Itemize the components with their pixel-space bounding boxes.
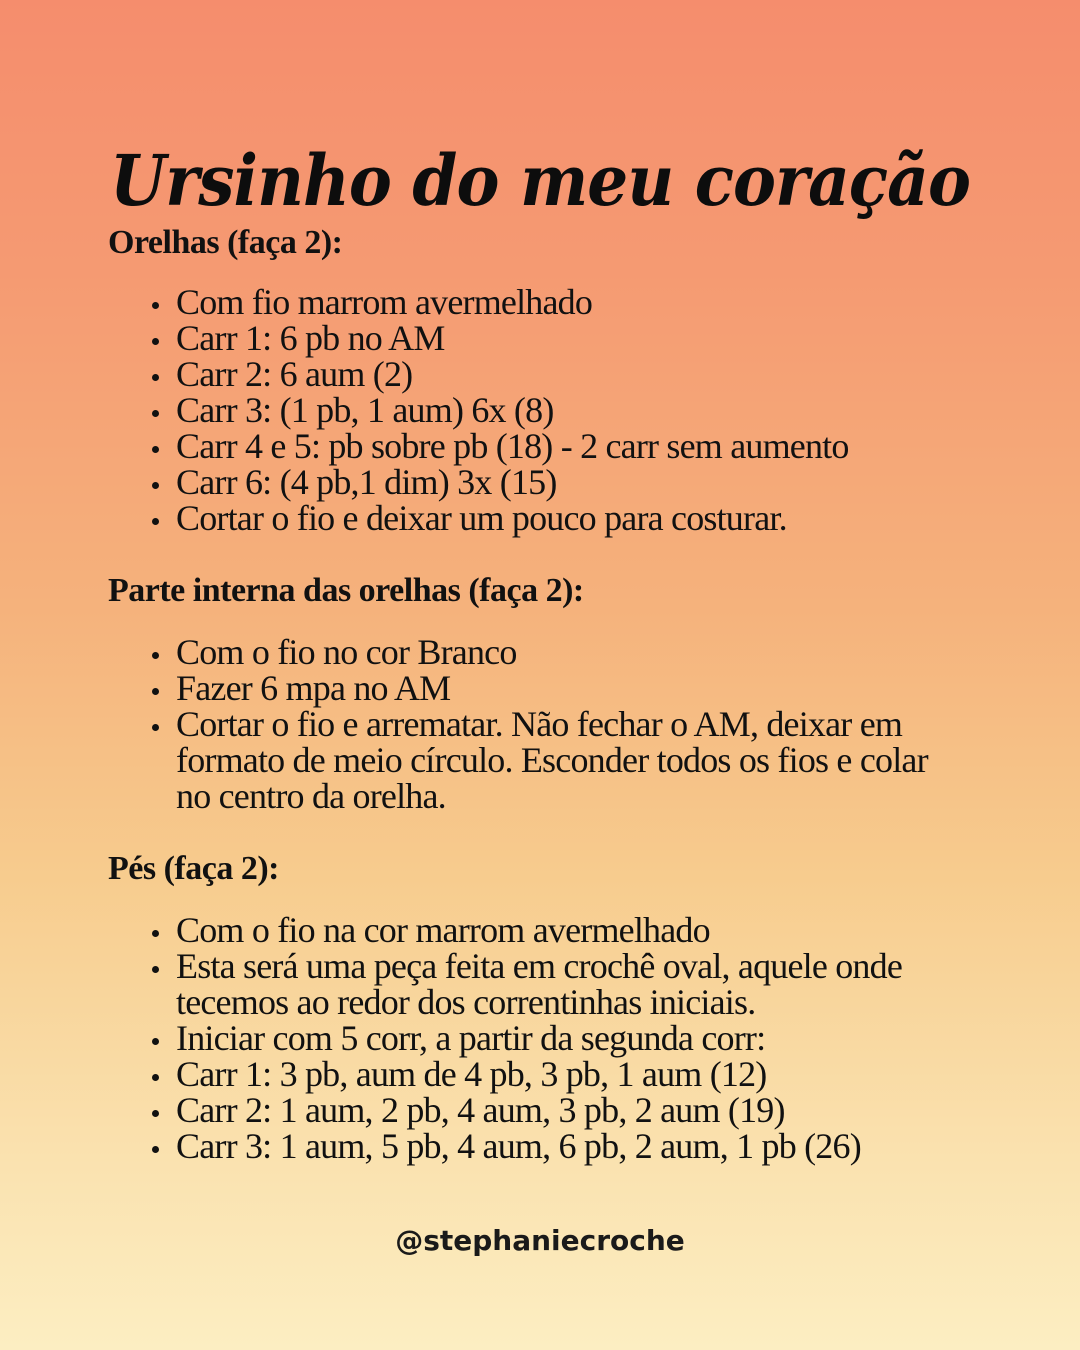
section-parte-interna-orelhas [108,568,968,814]
list-item: Carr 6: (4 pb,1 dim) 3x (15) [148,464,968,500]
list-item: Cortar o fio e arrematar. Não fechar o AM, deixar em formato de meio círculo. Esconder todos os fios e colar no centro da orelha. [148,706,968,814]
list-item: Carr 4 e 5: pb sobre pb (18) - 2 carr sem aumento [148,428,968,464]
pattern-content [108,220,968,1164]
list-item: Cortar o fio e deixar um pouco para costurar. [148,500,968,536]
list-item: Carr 3: 1 aum, 5 pb, 4 aum, 6 pb, 2 aum, 1 pb (26) [148,1128,968,1164]
author-handle: @stephaniecroche [395,1224,685,1257]
list-item: Esta será uma peça feita em crochê oval, aquele onde tecemos ao redor dos correntinhas iniciais. [148,948,968,1020]
page-title: Ursinho do meu coração [109,138,971,222]
list-item: Carr 2: 1 aum, 2 pb, 4 aum, 3 pb, 2 aum (19) [148,1092,968,1128]
section-orelhas [108,220,968,536]
steps-list [108,912,968,1164]
list-item: Carr 1: 3 pb, aum de 4 pb, 3 pb, 1 aum (12) [148,1056,968,1092]
list-item: Com fio marrom avermelhado [148,284,968,320]
steps-list [108,284,968,536]
section-heading: Parte interna das orelhas (faça 2): [108,572,584,609]
section-pes [108,846,968,1164]
list-item: Carr 2: 6 aum (2) [148,356,968,392]
section-heading: Pés (faça 2): [108,850,279,887]
list-item: Com o fio na cor marrom avermelhado [148,912,968,948]
list-item: Com o fio no cor Branco [148,634,968,670]
list-item: Carr 1: 6 pb no AM [148,320,968,356]
steps-list [108,634,968,814]
section-heading: Orelhas (faça 2): [108,224,343,261]
list-item: Carr 3: (1 pb, 1 aum) 6x (8) [148,392,968,428]
list-item: Iniciar com 5 corr, a partir da segunda corr: [148,1020,968,1056]
list-item: Fazer 6 mpa no AM [148,670,968,706]
